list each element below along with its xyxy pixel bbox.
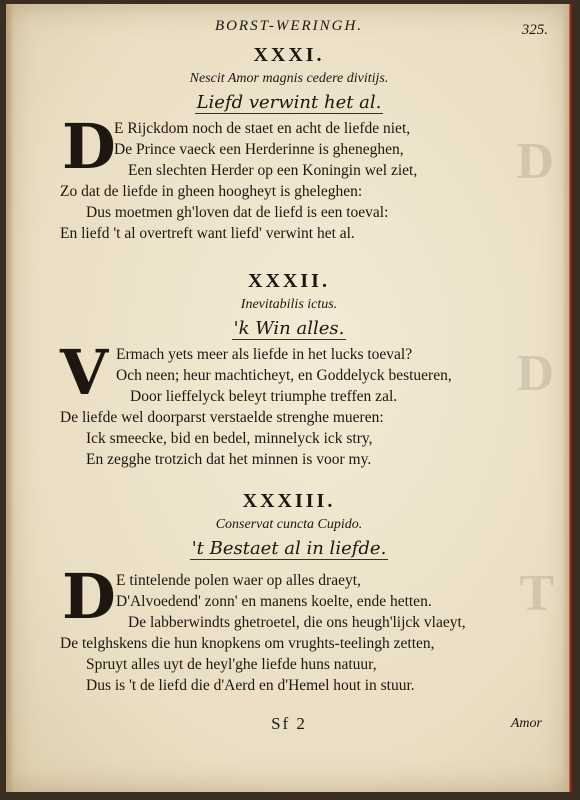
verse-line: E Rijckdom noch de staet en acht de liefde niet, bbox=[114, 120, 411, 137]
verse-line: En liefd 't al overtreft want liefd' verwint het al. bbox=[60, 225, 355, 242]
poem-verse bbox=[6, 110, 572, 248]
poem-number: XXXIII. bbox=[242, 490, 336, 512]
poem-motto: Inevitabilis ictus. bbox=[240, 297, 338, 312]
poem-heading-text: 'k Win alles. bbox=[233, 318, 345, 339]
verse-line: De labberwindts ghetroetel, die ons heugh'lijck vlaeyt, bbox=[128, 614, 466, 631]
verse-line: De liefde wel doorparst verstaelde strenghe mueren: bbox=[60, 409, 384, 426]
poem-verse bbox=[6, 336, 572, 474]
poem-motto: Conservat cuncta Cupido. bbox=[215, 517, 363, 532]
poem-xxxii bbox=[6, 268, 572, 474]
poem-heading-text: Liefd verwint het al. bbox=[196, 92, 382, 113]
poem-heading bbox=[6, 536, 572, 562]
drop-cap: D bbox=[62, 110, 116, 183]
running-head: BORST-WERINGH. bbox=[214, 18, 364, 34]
verse-line: Een slechten Herder op een Koningin wel ziet, bbox=[128, 162, 418, 179]
verse-line: De telghskens die hun knopkens om vrughts-teelingh zetten, bbox=[60, 635, 435, 652]
verse-line: Dus is 't de liefd die d'Aerd en d'Hemel hout in stuur. bbox=[86, 677, 415, 694]
drop-cap: D bbox=[62, 560, 116, 633]
poem-xxxi bbox=[6, 42, 572, 248]
poem-number: XXXI. bbox=[253, 44, 325, 66]
poem-verse bbox=[6, 562, 572, 694]
poem-xxxiii bbox=[6, 488, 572, 694]
verse-line: Spruyt alles uyt de heyl'ghe liefde huns natuur, bbox=[86, 656, 377, 673]
poem-motto: Nescit Amor magnis cedere divitijs. bbox=[189, 71, 389, 86]
book-page bbox=[6, 4, 572, 792]
drop-cap: V bbox=[60, 336, 109, 409]
bleed-through-mark: D bbox=[516, 133, 554, 190]
bleed-through-mark: D bbox=[516, 345, 554, 402]
verse-line: En zegghe trotzich dat het minnen is voor my. bbox=[86, 451, 372, 468]
verse-line: D'Alvoedend' zonn' en manens koelte, ende hetten. bbox=[116, 593, 432, 610]
verse-line: Door lieffelyck beleyt triumphe treffen zal. bbox=[130, 388, 398, 405]
page-number: 325. bbox=[521, 22, 548, 38]
verse-line: Ermach yets meer als liefde in het lucks toeval? bbox=[116, 346, 413, 363]
signature-mark: Sf 2 bbox=[271, 714, 307, 733]
verse-line: Ick smeecke, bid en bedel, minnelyck ick stry, bbox=[86, 430, 373, 447]
poem-heading-text: 't Bestaet al in liefde. bbox=[191, 538, 387, 559]
poem-number: XXXII. bbox=[248, 270, 330, 292]
verse-line: Dus moetmen gh'loven dat de liefd is een toeval: bbox=[86, 204, 389, 221]
verse-line: E tintelende polen waer op alles draeyt, bbox=[116, 572, 361, 589]
verse-line: De Prince vaeck een Herderinne is gheneghen, bbox=[114, 141, 404, 158]
bleed-through-mark: T bbox=[519, 565, 554, 622]
verse-line: Och neen; heur machticheyt, en Goddelyck bestueren, bbox=[116, 367, 452, 384]
catchword: Amor bbox=[510, 716, 542, 731]
verse-line: Zo dat de liefde in gheen hoogheyt is gheleghen: bbox=[60, 183, 363, 200]
